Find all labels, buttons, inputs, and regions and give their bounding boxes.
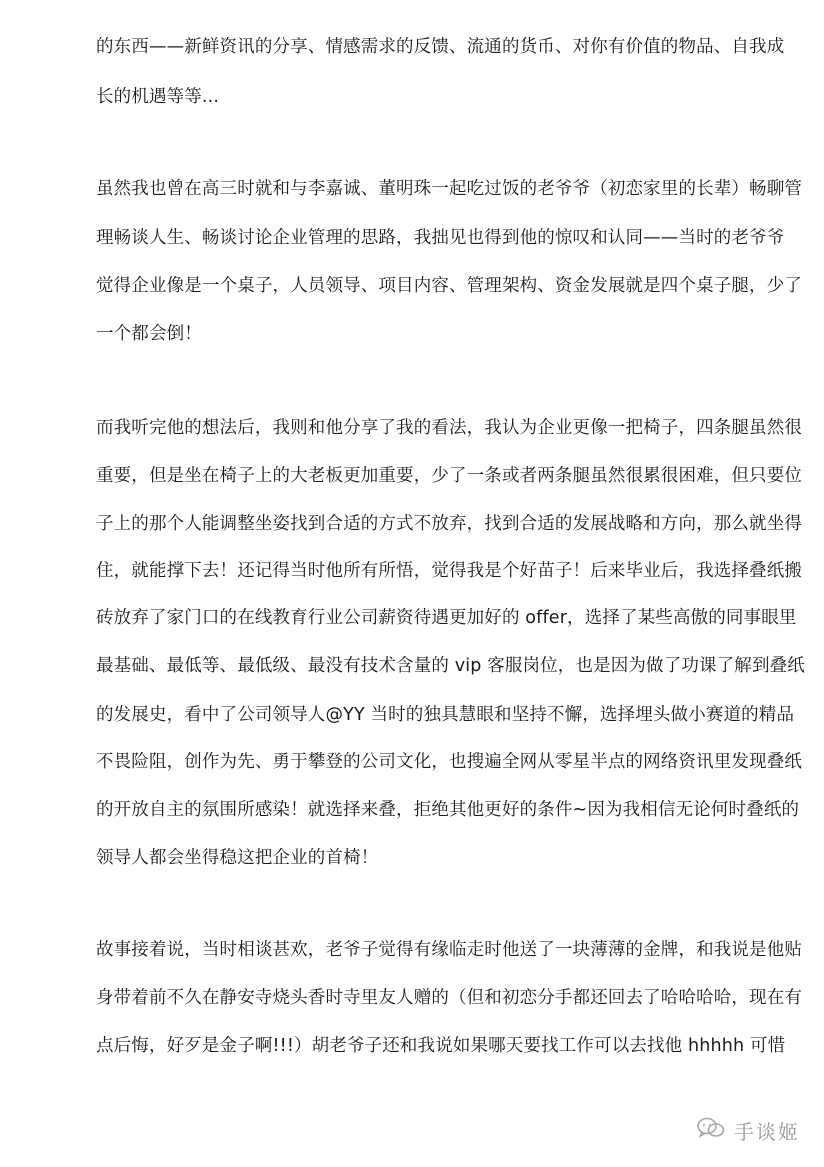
- watermark-text: 手谈姬: [734, 1120, 800, 1144]
- paragraph-3-line-7: 的发展史，看中了公司领导人@YY 当时的独具慧眼和坚持不懈，选择埋头做小赛道的精品: [96, 705, 795, 725]
- paragraph-3-line-4: 住，就能撑下去！还记得当时他所有所悟，觉得我是个好苗子！后来毕业后，我选择叠纸搬: [96, 561, 802, 581]
- paragraph-3-line-1: 而我听完他的想法后，我则和他分享了我的看法，我认为企业更像一把椅子，四条腿虽然很: [96, 418, 802, 438]
- paragraph-2-line-1: 虽然我也曾在高三时就和与李嘉诚、董明珠一起吃过饭的老爷爷（初恋家里的长辈）畅聊管: [96, 179, 802, 199]
- paragraph-4-line-1: 故事接着说，当时相谈甚欢，老爷子觉得有缘临走时他送了一块薄薄的金牌，和我说是他贴: [96, 940, 802, 960]
- paragraph-3-line-3: 子上的那个人能调整坐姿找到合适的方式不放弃，找到合适的发展战略和方向，那么就坐得: [96, 514, 802, 534]
- paragraph-4-line-3: 点后悔，好歹是金子啊!!!）胡老爷子还和我说如果哪天要找工作可以去找他 hhhhh 可惜: [96, 1036, 786, 1056]
- paragraph-3-line-2: 重要，但是坐在椅子上的大老板更加重要，少了一条或者两条腿虽然很累很困难，但只要位: [96, 466, 802, 486]
- paragraph-1-line-2: 长的机遇等等...: [96, 87, 220, 107]
- paragraph-3-line-5: 砖放弃了家门口的在线教育行业公司薪资待遇更加好的 offer，选择了某些高傲的同事眼里: [96, 608, 797, 628]
- paragraph-2-line-2: 理畅谈人生、畅谈讨论企业管理的思路，我拙见也得到他的惊叹和认同——当时的老爷爷: [96, 228, 785, 248]
- paragraph-2-line-4: 一个都会倒！: [96, 324, 202, 344]
- paragraph-3-line-9: 的开放自主的氛围所感染！就选择来叠，拒绝其他更好的条件~因为我相信无论何时叠纸的: [96, 800, 800, 820]
- paragraph-3-line-10: 领导人都会坐得稳这把企业的首椅！: [96, 848, 379, 868]
- paragraph-2-line-3: 觉得企业像是一个桌子，人员领导、项目内容、管理架构、资金发展就是四个桌子腿，少了: [96, 276, 802, 296]
- paragraph-3-line-6: 最基础、最低等、最低级、最没有技术含量的 vip 客服岗位，也是因为做了功课了解到叠纸: [96, 656, 805, 676]
- wechat-watermark: [696, 1116, 800, 1145]
- paragraph-4-line-2: 身带着前不久在静安寺烧头香时寺里友人赠的（但和初恋分手都还回去了哈哈哈哈，现在有: [96, 988, 802, 1008]
- paragraph-3-line-8: 不畏险阻，创作为先、勇于攀登的公司文化，也搜遍全网从零星半点的网络资讯里发现叠纸: [96, 752, 802, 772]
- paragraph-1-line-1: 的东西——新鲜资讯的分享、情感需求的反馈、流通的货币、对你有价值的物品、自我成: [96, 37, 785, 57]
- wechat-icon: [696, 1116, 726, 1145]
